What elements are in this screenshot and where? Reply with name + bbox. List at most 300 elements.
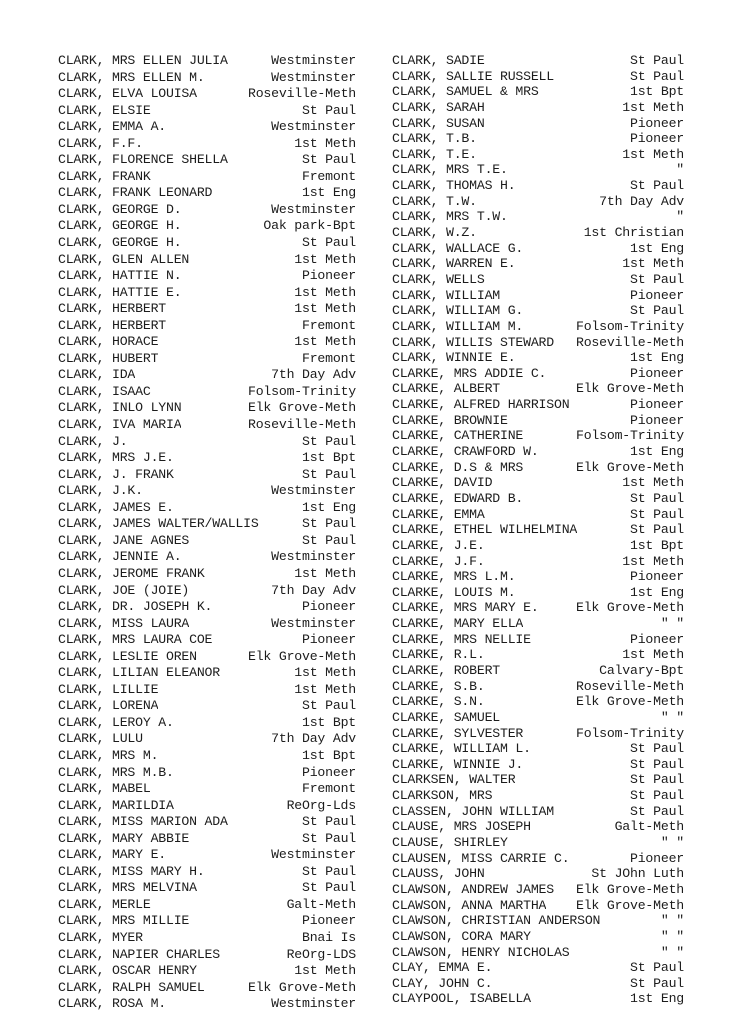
list-item — [58, 119, 356, 136]
list-item — [392, 585, 684, 601]
church-name: St Paul — [630, 803, 684, 819]
member-name: CLARK, JAMES E. — [58, 499, 174, 515]
member-name: CLARKE, ALFRED HARRISON — [392, 397, 570, 413]
member-name: CLARK, FLORENCE SHELLA — [58, 152, 228, 168]
church-name: St Paul — [630, 178, 684, 194]
list-item — [58, 814, 356, 831]
member-name: CLARK, MARY E. — [58, 847, 166, 863]
member-name: CLARK, SAMUEL & MRS — [392, 84, 539, 100]
church-name: 1st Eng — [302, 185, 356, 201]
church-name: 1st Bpt — [630, 537, 684, 553]
list-item — [392, 632, 684, 648]
list-item — [58, 913, 356, 930]
member-name: CLARK, MRS LAURA COE — [58, 632, 213, 648]
member-name: CLARK, MISS LAURA — [58, 615, 190, 631]
church-name: Fremont — [302, 781, 356, 797]
church-name: Pioneer — [302, 268, 356, 284]
list-item — [392, 898, 684, 914]
list-item — [58, 367, 356, 384]
church-name: St Paul — [302, 466, 356, 482]
list-item — [392, 225, 684, 241]
member-name: CLARK, JEROME FRANK — [58, 565, 205, 581]
list-item — [58, 698, 356, 715]
list-item — [58, 798, 356, 815]
member-name: CLARKE, SAMUEL — [392, 709, 500, 725]
church-name: 1st Bpt — [302, 714, 356, 730]
right-column — [392, 53, 684, 1007]
member-name: CLARK, DR. JOSEPH K. — [58, 599, 213, 615]
member-name: CLARK, MRS T.E. — [392, 162, 508, 178]
list-item — [58, 516, 356, 533]
list-item — [58, 467, 356, 484]
church-name: Westminster — [271, 53, 356, 68]
member-name: CLARKE, BROWNIE — [392, 412, 508, 428]
list-item — [58, 202, 356, 219]
list-item — [58, 947, 356, 964]
member-name: CLARK, ROSA M. — [58, 996, 166, 1012]
list-item — [392, 428, 684, 444]
church-name: 1st Bpt — [302, 450, 356, 466]
list-item — [392, 69, 684, 85]
member-name: CLARK, JANE AGNES — [58, 532, 190, 548]
church-name: 1st Meth — [622, 99, 684, 115]
church-name: Pioneer — [630, 287, 684, 303]
list-item — [392, 162, 684, 178]
member-name: CLARKSEN, WALTER — [392, 772, 516, 788]
list-item — [58, 533, 356, 550]
member-name: CLARK, MRS M. — [58, 747, 159, 763]
church-name: Pioneer — [302, 764, 356, 780]
church-name: Fremont — [302, 168, 356, 184]
list-item — [58, 599, 356, 616]
member-name: CLARKE, EMMA — [392, 506, 485, 522]
list-item — [392, 726, 684, 742]
church-name: Folsom-Trinity — [576, 318, 684, 334]
member-name: CLAWSON, CORA MARY — [392, 928, 531, 944]
list-item — [392, 757, 684, 773]
church-name: Pioneer — [630, 365, 684, 381]
member-name: CLAWSON, ANNA MARTHA — [392, 897, 547, 913]
church-name: St Paul — [302, 516, 356, 532]
church-name: Westminster — [271, 119, 356, 135]
church-name: St Paul — [302, 814, 356, 830]
list-item — [58, 268, 356, 285]
list-item — [392, 882, 684, 898]
church-name: " " — [660, 616, 684, 632]
church-name: St Paul — [630, 490, 684, 506]
member-name: CLARK, MISS MARY H. — [58, 863, 205, 879]
list-item — [58, 963, 356, 980]
member-name: CLARKE, MARY ELLA — [392, 616, 524, 632]
church-name: " — [676, 209, 684, 225]
church-name: 1st Eng — [630, 444, 684, 460]
member-name: CLARK, MERLE — [58, 896, 151, 912]
church-name: 7th Day Adv — [271, 731, 356, 747]
church-name: St Paul — [630, 522, 684, 538]
member-name: CLARK, SUSAN — [392, 115, 485, 131]
church-name: Westminster — [271, 201, 356, 217]
church-name: St Paul — [630, 741, 684, 757]
church-name: Pioneer — [630, 569, 684, 585]
list-item — [58, 665, 356, 682]
list-item — [392, 335, 684, 351]
church-name: Pioneer — [630, 115, 684, 131]
list-item — [58, 252, 356, 269]
list-item — [58, 417, 356, 434]
member-name: CLARK, MRS M.B. — [58, 764, 174, 780]
list-item — [58, 996, 356, 1013]
church-name: Pioneer — [630, 397, 684, 413]
list-item — [58, 185, 356, 202]
list-item — [392, 178, 684, 194]
church-name: St Paul — [630, 68, 684, 84]
church-name: 7th Day Adv — [271, 367, 356, 383]
list-item — [58, 500, 356, 517]
member-name: CLARKE, J.F. — [392, 553, 485, 569]
list-item — [392, 194, 684, 210]
list-item — [392, 616, 684, 632]
member-name: CLARKE, R.L. — [392, 647, 485, 663]
list-item — [392, 116, 684, 132]
list-item — [58, 649, 356, 666]
church-name: " " — [660, 709, 684, 725]
list-item — [58, 566, 356, 583]
church-name: 1st Christian — [583, 225, 684, 241]
church-name: 1st Meth — [294, 301, 356, 317]
member-name: CLARK, EMMA A. — [58, 119, 166, 135]
church-name: Elk Grove-Meth — [576, 459, 684, 475]
church-name: St Paul — [630, 756, 684, 772]
church-name: St Paul — [630, 975, 684, 991]
church-name: Folsom-Trinity — [248, 383, 356, 399]
member-name: CLARKE, S.B. — [392, 678, 485, 694]
church-name: St Paul — [302, 235, 356, 251]
list-item — [392, 131, 684, 147]
member-name: CLARKE, MRS NELLIE — [392, 631, 531, 647]
church-name: Calvary-Bpt — [599, 662, 684, 678]
list-item — [392, 53, 684, 69]
church-name: 1st Meth — [294, 665, 356, 681]
member-name: CLARKE, CRAWFORD W. — [392, 444, 539, 460]
member-name: CLARKE, SYLVESTER — [392, 725, 524, 741]
church-name: 1st Meth — [294, 135, 356, 151]
church-name: St Paul — [630, 788, 684, 804]
member-name: CLAWSON, HENRY NICHOLAS — [392, 944, 570, 960]
church-name: Folsom-Trinity — [576, 428, 684, 444]
church-name: Pioneer — [302, 913, 356, 929]
member-name: CLARK, ISAAC — [58, 383, 151, 399]
member-name: CLARK, IDA — [58, 367, 136, 383]
member-name: CLARK, SADIE — [392, 53, 485, 68]
member-name: CLARK, LEROY A. — [58, 714, 174, 730]
church-name: Folsom-Trinity — [576, 725, 684, 741]
list-item — [392, 397, 684, 413]
list-item — [392, 819, 684, 835]
church-name: Galt-Meth — [614, 819, 684, 835]
church-name: 1st Eng — [630, 991, 684, 1007]
member-name: CLARK, WILLIAM — [392, 287, 500, 303]
member-name: CLARK, MRS T.W. — [392, 209, 508, 225]
member-name: CLARK, WARREN E. — [392, 256, 516, 272]
member-name: CLARK, SARAH — [392, 99, 485, 115]
list-item — [392, 929, 684, 945]
member-name: CLARKE, CATHERINE — [392, 428, 524, 444]
list-item — [58, 930, 356, 947]
member-name: CLARK, WELLS — [392, 271, 485, 287]
church-name: 1st Meth — [294, 284, 356, 300]
list-item — [58, 864, 356, 881]
member-name: CLARK, ELSIE — [58, 102, 151, 118]
church-name: 1st Meth — [622, 647, 684, 663]
church-name: Pioneer — [302, 632, 356, 648]
list-item — [392, 147, 684, 163]
church-name: Westminster — [271, 483, 356, 499]
member-name: CLAUSEN, MISS CARRIE C. — [392, 850, 570, 866]
member-name: CLARK, J. FRANK — [58, 466, 174, 482]
list-item — [392, 694, 684, 710]
member-name: CLARK, HERBERT — [58, 301, 166, 317]
member-name: CLARK, GEORGE H. — [58, 218, 182, 234]
member-name: CLARK, LORENA — [58, 698, 159, 714]
church-name: Westminster — [271, 549, 356, 565]
list-item — [58, 847, 356, 864]
member-name: CLARK, MRS ELLEN M. — [58, 69, 205, 85]
list-item — [392, 741, 684, 757]
church-name: 1st Meth — [622, 146, 684, 162]
church-name: Fremont — [302, 350, 356, 366]
member-name: CLARKE, LOUIS M. — [392, 584, 516, 600]
list-item — [58, 715, 356, 732]
member-name: CLARK, HATTIE E. — [58, 284, 182, 300]
church-name: Pioneer — [630, 631, 684, 647]
list-item — [58, 450, 356, 467]
church-name: St Paul — [302, 433, 356, 449]
church-name: Fremont — [302, 317, 356, 333]
member-name: CLAY, EMMA E. — [392, 960, 493, 976]
member-name: CLARK, WINNIE E. — [392, 350, 516, 366]
list-item — [58, 880, 356, 897]
list-item — [392, 507, 684, 523]
list-item — [392, 522, 684, 538]
member-name: CLARK, WILLIAM G. — [392, 303, 524, 319]
list-item — [58, 831, 356, 848]
member-name: CLARKE, ROBERT — [392, 662, 500, 678]
church-name: 1st Meth — [622, 475, 684, 491]
church-name: Roseville-Meth — [248, 86, 356, 102]
member-name: CLARK, J. — [58, 433, 128, 449]
list-item — [392, 647, 684, 663]
church-name: 1st Meth — [294, 251, 356, 267]
list-item — [392, 303, 684, 319]
church-name: Elk Grove-Meth — [248, 979, 356, 995]
member-name: CLARK, HERBERT — [58, 317, 166, 333]
church-name: Oak park-Bpt — [263, 218, 356, 234]
list-item — [58, 285, 356, 302]
church-name: St Paul — [302, 532, 356, 548]
member-name: CLARK, WALLACE G. — [392, 240, 524, 256]
list-item — [392, 350, 684, 366]
list-item — [392, 241, 684, 257]
member-name: CLARK, SALLIE RUSSELL — [392, 68, 554, 84]
list-item — [392, 491, 684, 507]
list-item — [58, 301, 356, 318]
list-item — [58, 152, 356, 169]
member-name: CLARK, OSCAR HENRY — [58, 963, 197, 979]
list-item — [58, 351, 356, 368]
church-name: " " — [660, 913, 684, 929]
church-name: 1st Meth — [622, 553, 684, 569]
member-name: CLAY, JOHN C. — [392, 975, 493, 991]
member-name: CLAWSON, ANDREW JAMES — [392, 881, 554, 897]
church-name: " " — [660, 944, 684, 960]
list-item — [392, 366, 684, 382]
church-name: Elk Grove-Meth — [576, 881, 684, 897]
church-name: Pioneer — [302, 599, 356, 615]
list-item — [58, 103, 356, 120]
member-name: CLARK, MYER — [58, 929, 143, 945]
member-name: CLARKE, S.N. — [392, 694, 485, 710]
list-item — [58, 483, 356, 500]
church-name: 1st Eng — [302, 499, 356, 515]
member-name: CLARK, WILLIS STEWARD — [392, 334, 554, 350]
church-name: Roseville-Meth — [576, 678, 684, 694]
church-name: 1st Bpt — [630, 84, 684, 100]
list-item — [58, 682, 356, 699]
member-name: CLARK, THOMAS H. — [392, 178, 516, 194]
church-name: Elk Grove-Meth — [576, 897, 684, 913]
member-name: CLARK, INLO LYNN — [58, 400, 182, 416]
member-name: CLARKE, D.S & MRS — [392, 459, 524, 475]
list-item — [58, 731, 356, 748]
list-item — [392, 84, 684, 100]
member-name: CLARK, JOE (JOIE) — [58, 582, 190, 598]
church-name: Pioneer — [630, 131, 684, 147]
church-name: Roseville-Meth — [248, 417, 356, 433]
member-name: CLARK, FRANK — [58, 168, 151, 184]
list-item — [58, 549, 356, 566]
member-name: CLARK, T.E. — [392, 146, 477, 162]
list-item — [58, 169, 356, 186]
member-name: CLARKE, WINNIE J. — [392, 756, 524, 772]
member-name: CLARKE, EDWARD B. — [392, 490, 524, 506]
member-name: CLARK, MRS ELLEN JULIA — [58, 53, 228, 68]
member-name: CLARKSON, MRS — [392, 788, 493, 804]
list-item — [392, 381, 684, 397]
list-item — [392, 991, 684, 1007]
list-item — [392, 851, 684, 867]
church-name: ReOrg-LDS — [286, 946, 356, 962]
church-name: St Paul — [630, 303, 684, 319]
church-name: Galt-Meth — [286, 896, 356, 912]
list-item — [58, 616, 356, 633]
church-name: Bnai Is — [302, 929, 356, 945]
church-name: Elk Grove-Meth — [248, 400, 356, 416]
list-item — [392, 679, 684, 695]
member-name: CLARKE, J.E. — [392, 537, 485, 553]
member-name: CLARKE, MRS L.M. — [392, 569, 516, 585]
church-name: St Paul — [302, 830, 356, 846]
church-name: " — [676, 162, 684, 178]
member-name: CLARK, ELVA LOUISA — [58, 86, 197, 102]
member-name: CLARK, MARILDIA — [58, 797, 174, 813]
member-name: CLARK, HORACE — [58, 334, 159, 350]
member-name: CLARK, JENNIE A. — [58, 549, 182, 565]
church-name: Elk Grove-Meth — [576, 600, 684, 616]
church-name: St Paul — [630, 53, 684, 68]
church-name: 1st Meth — [622, 256, 684, 272]
list-item — [392, 866, 684, 882]
list-item — [58, 765, 356, 782]
member-name: CLARK, J.K. — [58, 483, 143, 499]
member-name: CLARK, T.W. — [392, 193, 477, 209]
church-name: St Paul — [630, 506, 684, 522]
list-item — [392, 710, 684, 726]
church-name: Elk Grove-Meth — [576, 381, 684, 397]
church-name: 1st Eng — [630, 240, 684, 256]
church-name: Elk Grove-Meth — [576, 694, 684, 710]
church-name: St Paul — [302, 880, 356, 896]
church-name: 1st Eng — [630, 584, 684, 600]
left-column — [58, 53, 356, 1013]
church-name: St Paul — [630, 271, 684, 287]
list-item — [58, 235, 356, 252]
member-name: CLARK, HUBERT — [58, 350, 159, 366]
member-name: CLARK, F.F. — [58, 135, 143, 151]
member-name: CLARK, T.B. — [392, 131, 477, 147]
church-name: " " — [660, 835, 684, 851]
church-name: St Paul — [302, 102, 356, 118]
list-item — [58, 86, 356, 103]
list-item — [392, 460, 684, 476]
church-name: Westminster — [271, 69, 356, 85]
list-item — [392, 100, 684, 116]
member-name: CLAWSON, CHRISTIAN ANDERSON — [392, 913, 601, 929]
list-item — [58, 318, 356, 335]
church-name: Elk Grove-Meth — [248, 648, 356, 664]
list-item — [58, 400, 356, 417]
member-name: CLARK, IVA MARIA — [58, 417, 182, 433]
member-name: CLARKE, ALBERT — [392, 381, 500, 397]
member-name: CLARK, LULU — [58, 731, 143, 747]
member-name: CLAUSS, JOHN — [392, 866, 485, 882]
list-item — [392, 475, 684, 491]
list-item — [58, 218, 356, 235]
member-name: CLARK, NAPIER CHARLES — [58, 946, 220, 962]
list-item — [392, 804, 684, 820]
member-name: CLARK, MISS MARION ADA — [58, 814, 228, 830]
church-name: 7th Day Adv — [271, 582, 356, 598]
list-item — [58, 384, 356, 401]
member-name: CLARK, WILLIAM M. — [392, 318, 524, 334]
church-name: 7th Day Adv — [599, 193, 684, 209]
church-name: St Paul — [302, 698, 356, 714]
church-name: Westminster — [271, 847, 356, 863]
list-item — [392, 976, 684, 992]
member-name: CLARKE, MRS MARY E. — [392, 600, 539, 616]
member-name: CLAUSE, SHIRLEY — [392, 835, 508, 851]
list-item — [58, 781, 356, 798]
church-name: St Paul — [302, 152, 356, 168]
list-item — [58, 980, 356, 997]
church-name: Pioneer — [630, 850, 684, 866]
member-name: CLASSEN, JOHN WILLIAM — [392, 803, 554, 819]
member-name: CLARK, MARY ABBIE — [58, 830, 190, 846]
list-item — [392, 663, 684, 679]
member-name: CLARK, FRANK LEONARD — [58, 185, 213, 201]
member-name: CLARKE, DAVID — [392, 475, 493, 491]
list-item — [392, 413, 684, 429]
church-name: St Paul — [630, 960, 684, 976]
